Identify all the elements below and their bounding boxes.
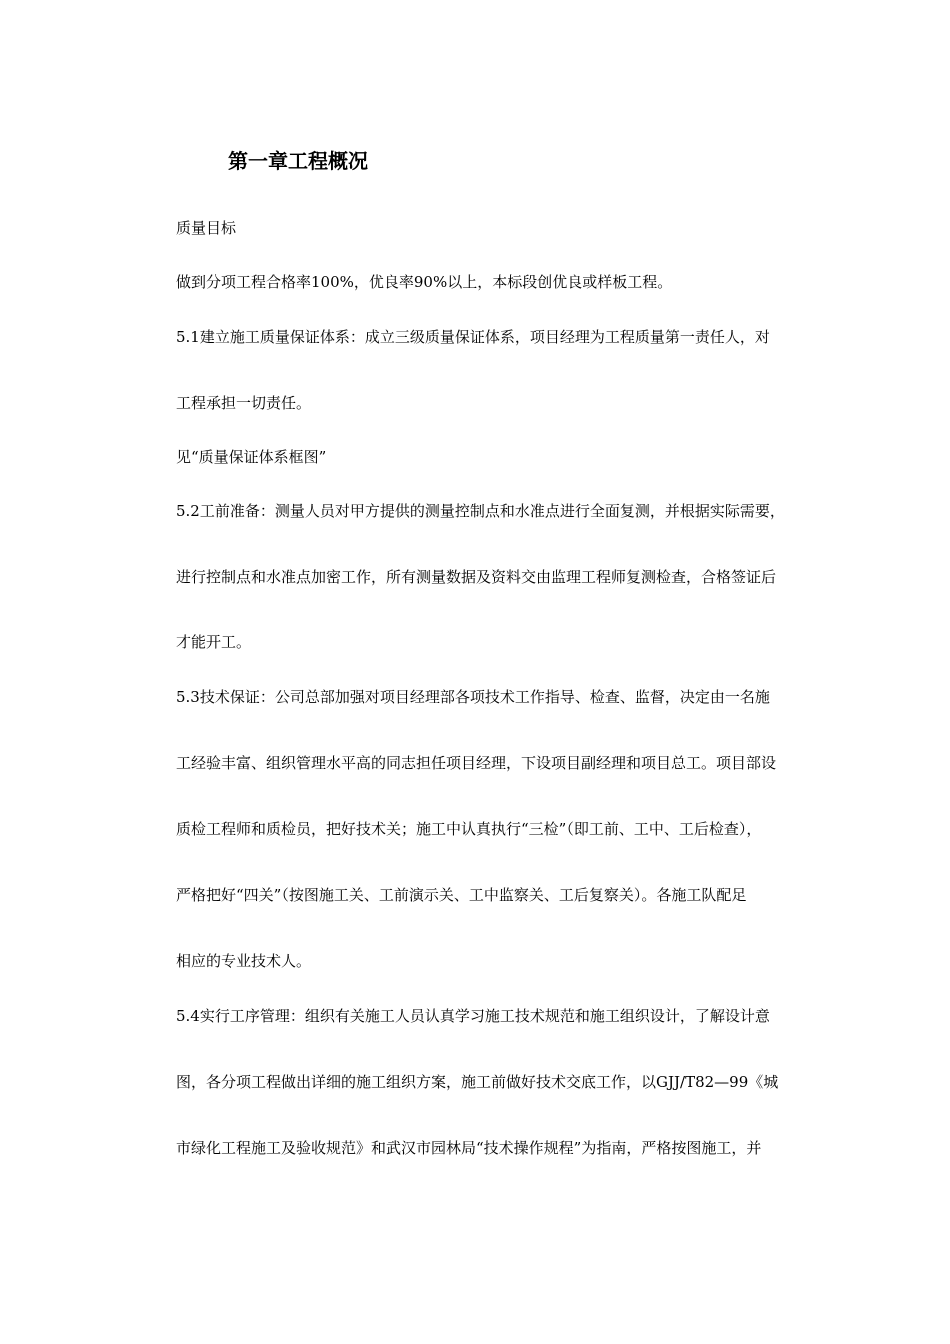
- text-line: 进行控制点和水准点加密工作，所有测量数据及资料交由监理工程师复测检查，合格签证后: [176, 568, 777, 586]
- text-line: 工经验丰富、组织管理水平高的同志担任项目经理，下设项目副经理和项目总工。项目部设: [176, 754, 777, 772]
- text-line: 5.1建立施工质量保证体系：成立三级质量保证体系，项目经理为工程质量第一责任人，对: [176, 328, 770, 346]
- text-line: 见“质量保证体系框图”: [176, 448, 327, 466]
- text-line: 严格把好“四关”（按图施工关、工前演示关、工中监察关、工后复察关）。各施工队配足: [176, 886, 747, 904]
- text-line: 5.3技术保证：公司总部加强对项目经理部各项技术工作指导、检查、监督，决定由一名施: [176, 688, 770, 706]
- text-line: 市绿化工程施工及验收规范》和武汉市园林局“技术操作规程”为指南，严格按图施工，并: [176, 1139, 762, 1157]
- chapter-title: 第一章工程概况: [228, 149, 368, 173]
- text-line: 质检工程师和质检员，把好技术关；施工中认真执行“三检”（即工前、工中、工后检查），: [176, 820, 762, 838]
- text-line: 做到分项工程合格率100%，优良率90%以上，本标段创优良或样板工程。: [176, 273, 673, 291]
- text-line: 图，各分项工程做出详细的施工组织方案，施工前做好技术交底工作，以GJJ/T82—99《城: [176, 1073, 779, 1091]
- section-heading-quality-target: 质量目标: [176, 219, 237, 237]
- text-line: 工程承担一切责任。: [176, 394, 312, 412]
- text-line: 才能开工。: [176, 633, 252, 651]
- text-line: 5.4实行工序管理：组织有关施工人员认真学习施工技术规范和施工组织设计，了解设计意: [176, 1007, 770, 1025]
- text-line: 5.2工前准备：测量人员对甲方提供的测量控制点和水准点进行全面复测，并根据实际需要，: [176, 502, 785, 520]
- text-line: 相应的专业技术人。: [176, 952, 312, 970]
